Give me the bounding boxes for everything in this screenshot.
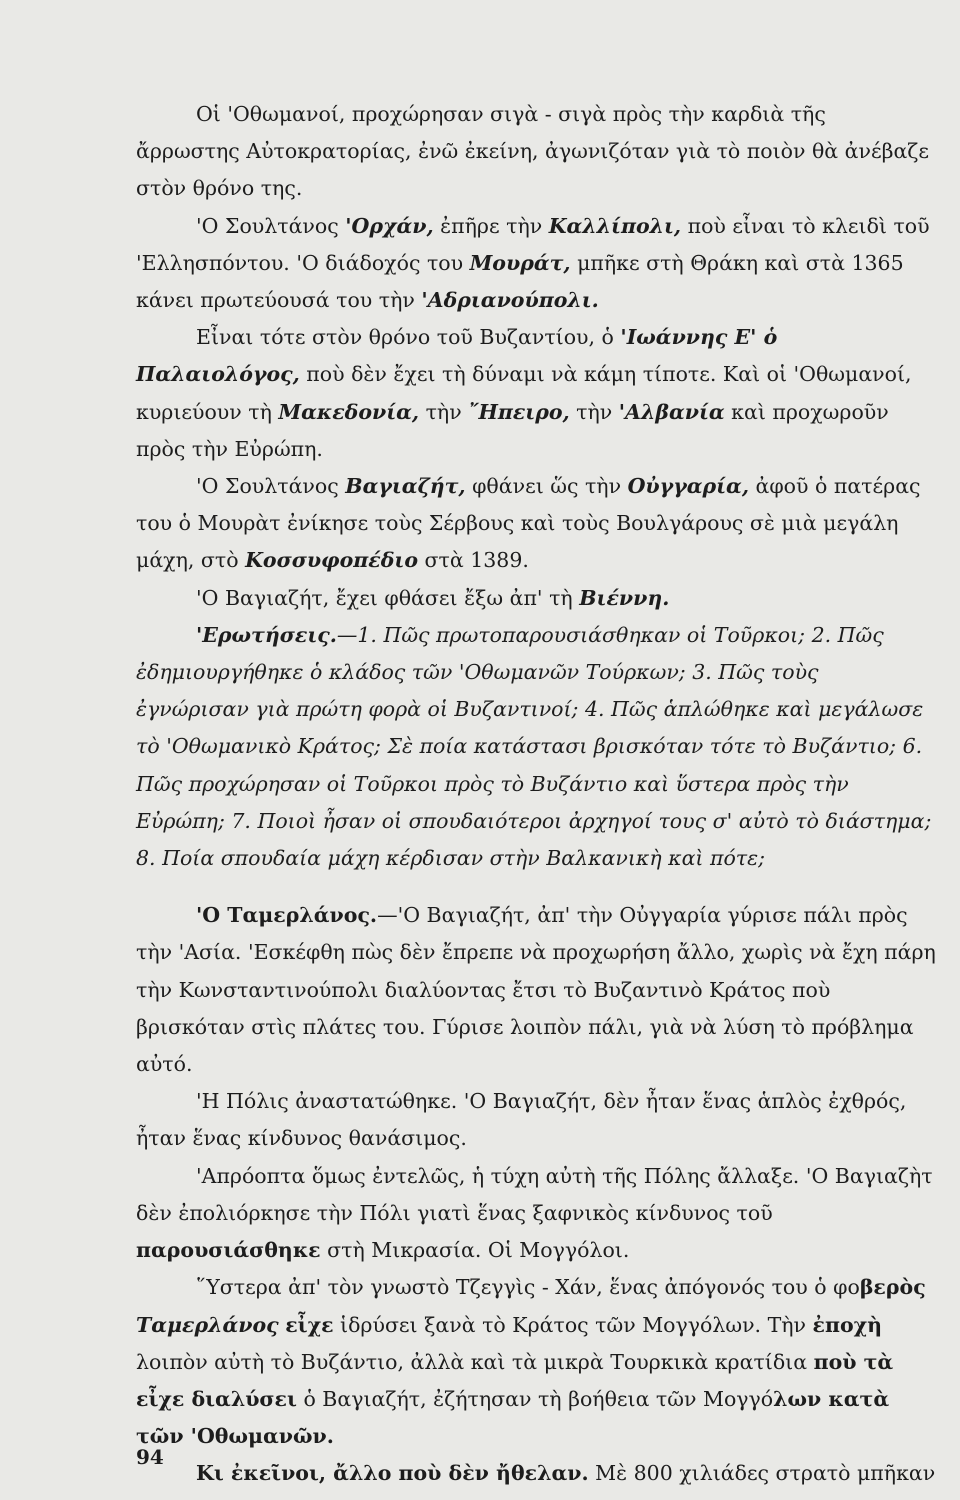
- paragraph-ottomans-advance: Οἱ 'Οθωμανοί, προχώρησαν σιγὰ - σιγὰ πρὸς τὴν καρδιὰ τῆς ἄρρωστης Αὐτοκρατορίας, ἐνῶ ἐκείνη, ἀγωνιζόταν γιὰ τὸ ποιὸν θὰ ἀνέβαζε στὸν θρόνο της.: [136, 102, 930, 201]
- section-heading: 'Ο Ταμερλάνος.: [196, 903, 378, 928]
- paragraph-ioannis-palaiologos: Εἶναι τότε στὸν θρόνο τοῦ Βυζαντίου, ὁ 'Ιωάννης Ε' ὁ Παλαιολόγος, ποὺ δὲν ἔχει τὴ δύναμι νὰ κάμη τίποτε. Καὶ οἱ 'Οθωμανοί, κυριεύουν τὴ Μακεδονία, τὴν ῎Ηπειρο, τὴν 'Αλβανία καὶ προχωροῦν πρὸς τὴν Εὐρώπη.: [136, 325, 912, 461]
- section-tamerlanos: 'Ο Ταμερλάνος.—'Ο Βαγιαζήτ, ἀπ' τὴν Οὐγγαρία γύρισε πάλι πρὸς τὴν 'Ασία. 'Εσκέφθη πὼς δὲν ἔπρεπε νὰ προχωρήση ἄλλο, χωρὶς νὰ ἔχη πάρη τὴν Κωνσταντινούπολι διαλύοντας ἔτσι τὸ Βυζαντινὸ Κράτος ποὺ βρισκόταν στὶς πλάτες του. Γύρισε λοιπὸν πάλι, γιὰ νὰ λύση τὸ πρόβλημα αὐτό.: [136, 903, 936, 1077]
- questions-label: 'Ερωτήσεις.: [196, 622, 337, 647]
- questions-section: 'Ερωτήσεις.—1. Πῶς πρωτοπαρουσιάσθηκαν οἱ Τοῦρκοι; 2. Πῶς ἐδημιουργήθηκε ὁ κλάδος τῶν 'Οθωμανῶν Τούρκων; 3. Πῶς τοὺς ἐγνώρισαν γιὰ πρώτη φορὰ οἱ Βυζαντινοί; 4. Πῶς ἁπλώθηκε καὶ μεγάλωσε τὸ 'Οθωμανικὸ Κράτος; Σὲ ποία κατάστασι βρισκόταν τότε τὸ Βυζάντιο; 6. Πῶς προχώρησαν οἱ Τοῦρκοι πρὸς τὸ Βυζάντιο καὶ ὕστερα πρὸς τὴν Εὐρώπη; 7. Ποιοὶ ἦσαν οἱ σπουδαιότεροι ἀρχηγοί τους σ' αὐτὸ τὸ διάστημα; 8. Ποία σπουδαία μάχη κέρδισαν στὴν Βαλκανικὴ καὶ πότε;: [136, 622, 932, 871]
- paragraph-orchan: 'Ο Σουλτάνος 'Ορχάν, ἐπῆρε τὴν Καλλίπολι, ποὺ εἶναι τὸ κλειδὶ τοῦ 'Ελλησπόντου. 'Ο διάδοχός του Μουράτ, μπῆκε στὴ Θράκη καὶ στὰ 1365 κάνει πρωτεύουσά του τὴν 'Αδριανούπολι.: [136, 213, 930, 313]
- paragraph-vagiazit: 'Ο Σουλτάνος Βαγιαζήτ, φθάνει ὥς τὴν Οὐγγαρία, ἀφοῦ ὁ πατέρας του ὁ Μουρὰτ ἐνίκησε τοὺς Σέρβους καὶ τοὺς Βουλγάρους σὲ μιὰ μεγάλη μάχη, στὸ Κοσσυφοπέδιο στὰ 1389.: [136, 474, 921, 573]
- paragraph-mongols: ῞Υστερα ἀπ' τὸν γνωστὸ Τζεγγὶς - Χάν, ἕνας ἀπόγονός του ὁ φοβερὸς Ταμερλάνος εἶχε ἱδρύσει ξανὰ τὸ Κράτος τῶν Μογγόλων. Τὴν ἐποχὴ λοιπὸν αὐτὴ τὸ Βυζάντιο, ἀλλὰ καὶ τὰ μικρὰ Τουρκικὰ κρατίδια ποὺ τὰ εἶχε διαλύσει ὁ Βαγιαζήτ, ἐζήτησαν τὴ βοήθεια τῶν Μογγόλων κατὰ τῶν 'Οθωμανῶν.: [136, 1275, 926, 1449]
- page-number: 94: [136, 1445, 164, 1469]
- page-body: [136, 96, 936, 1493]
- paragraph-unexpected: 'Απρόοπτα ὅμως ἐντελῶς, ἡ τύχη αὐτὴ τῆς Πόλης ἄλλαξε. 'Ο Βαγιαζὴτ δὲν ἐπολιόρκησε τὴν Πόλι γιατὶ ἕνας ξαφνικὸς κίνδυνος τοῦ παρουσιάσθηκε στὴ Μικρασία. Οἱ Μογγόλοι.: [136, 1163, 933, 1263]
- paragraph-city-upset: 'Η Πόλις ἀναστατώθηκε. 'Ο Βαγιαζήτ, δὲν ἦταν ἕνας ἁπλὸς ἐχθρός, ἦταν ἕνας κίνδυνος θανάσιμος.: [136, 1089, 907, 1151]
- paragraph-mongol-army: Κι ἐκεῖνοι, ἄλλο ποὺ δὲν ἤθελαν. Μὲ 800 χιλιάδες στρατὸ μπῆκαν: [196, 1461, 936, 1486]
- paragraph-vienna: 'Ο Βαγιαζήτ, ἔχει φθάσει ἔξω ἀπ' τὴ Βιέννη.: [196, 585, 670, 610]
